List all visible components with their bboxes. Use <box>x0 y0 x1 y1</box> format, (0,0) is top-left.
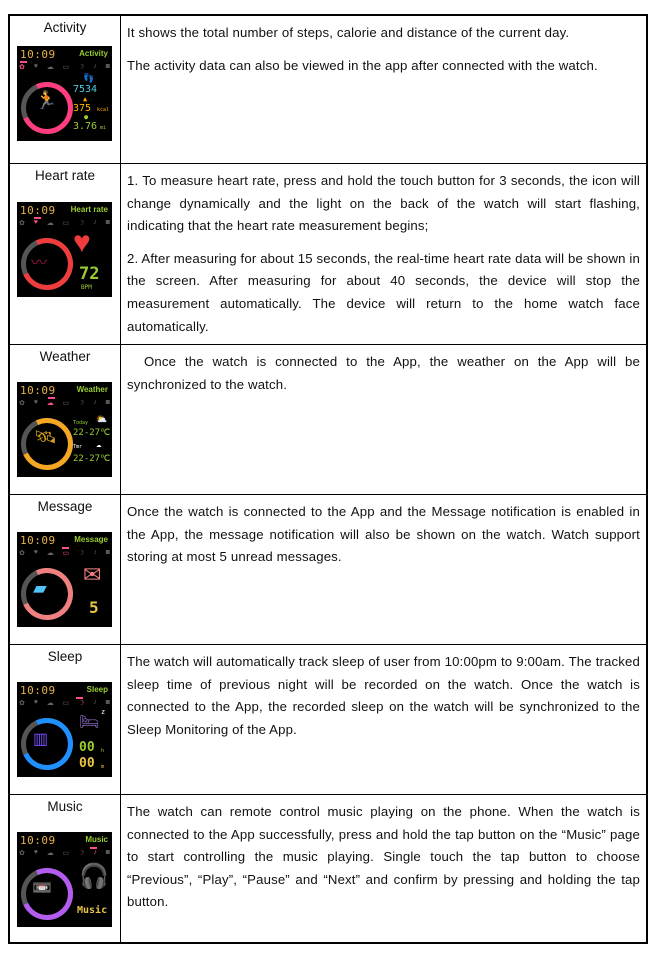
message-icon: ▭ <box>62 64 70 71</box>
feature-label: Activity <box>43 20 87 35</box>
partly-cloudy-icon: ⛅ <box>96 415 108 425</box>
table-row-sleep <box>10 645 646 795</box>
cloud-icon: ☁ <box>46 850 54 857</box>
description-cell <box>121 795 646 924</box>
runner-icon: 🏃 <box>35 90 58 110</box>
watch-tab-bar <box>19 849 110 859</box>
feature-label: Heart rate <box>34 168 96 183</box>
music-caption: Music <box>77 905 108 916</box>
feature-label: Weather <box>39 349 91 364</box>
distance-unit: mi <box>100 125 107 131</box>
feature-cell <box>10 16 121 163</box>
bpm-value: 72 <box>79 264 100 284</box>
sleep-hours: 00 <box>79 740 95 755</box>
watch-time: 10:09 <box>20 48 56 61</box>
gamepad-icon: ◙ <box>105 699 110 706</box>
heart-icon: ♥ <box>33 699 38 706</box>
table-row-activity <box>10 16 646 164</box>
feature-cell <box>10 495 121 644</box>
progress-ring <box>21 568 73 620</box>
description-paragraph: 2. After measuring for about 15 seconds, the real-time heart rate data will be shown in the screen. After measuring for about 40 seconds, the device will stop the measurement automatically. The device will return to the home watch face automatically. <box>127 250 640 334</box>
table-row-heart-rate <box>10 164 646 345</box>
heart-icon: ♥ <box>33 219 38 226</box>
description-paragraph: It shows the total number of steps, calorie and distance of the current day. <box>127 25 570 40</box>
feature-cell <box>10 645 121 794</box>
calories-unit: kcal <box>97 107 110 113</box>
tomorrow-temperature: 22-27℃ <box>73 454 111 464</box>
feature-label: Sleep <box>47 649 83 664</box>
watch-title: Message <box>74 535 108 544</box>
watch-tab-bar <box>19 63 110 73</box>
cassette-icon: 📼 <box>32 880 52 897</box>
heart-icon: ♥ <box>33 63 38 70</box>
today-label: Today <box>73 420 89 426</box>
music-note-icon: ♪ <box>93 399 97 406</box>
gamepad-icon: ◙ <box>105 849 110 856</box>
phone-icon: ▰ <box>33 578 47 598</box>
watch-screen-music <box>17 832 112 927</box>
music-note-icon: ♪ <box>93 699 97 706</box>
feature-cell <box>10 795 121 942</box>
watch-time: 10:09 <box>20 684 56 697</box>
heart-icon: ♥ <box>73 226 91 259</box>
watch-tab-bar <box>19 399 110 409</box>
music-note-icon: ♪ <box>93 219 97 226</box>
watch-tab-bar <box>19 219 110 229</box>
envelope-icon: ✉ <box>83 562 102 587</box>
cloud-icon: ☁ <box>46 64 54 71</box>
headphones-icon: 🎧 <box>79 863 109 890</box>
satellite-icon: 🛰 <box>34 427 57 447</box>
watch-title: Activity <box>79 49 108 58</box>
footsteps-icon: 👣 <box>83 74 95 84</box>
city-night-icon: ▥ <box>33 731 49 748</box>
pulse-wave-icon: 〰 <box>31 255 48 272</box>
watch-title: Music <box>85 835 108 844</box>
moon-icon: ☽ <box>78 220 85 227</box>
rain-cloud-icon: ☁ <box>96 440 102 450</box>
message-icon: ▭ <box>62 220 70 227</box>
paw-icon: ✿ <box>19 850 25 857</box>
bpm-unit: BPM <box>81 284 92 291</box>
message-icon: ▭ <box>62 700 70 707</box>
music-note-icon: ♪ <box>93 63 97 70</box>
watch-title: Sleep <box>86 685 108 694</box>
sleep-hours-unit: h <box>101 748 105 754</box>
sleep-minutes: 00 <box>79 756 95 771</box>
paw-icon: ✿ <box>19 220 25 227</box>
watch-screen-heart-rate <box>17 202 112 297</box>
paw-icon: ✿ <box>19 700 25 707</box>
cloud-icon: ☁ <box>46 700 54 707</box>
description-cell <box>121 495 646 579</box>
watch-screen-activity <box>17 46 112 141</box>
gamepad-icon: ◙ <box>105 549 110 556</box>
paw-icon: ✿ <box>19 550 25 557</box>
music-note-icon: ♪ <box>93 849 97 856</box>
cloud-icon: ☁ <box>46 220 54 227</box>
cloud-icon: ☁ <box>46 400 54 407</box>
watch-time: 10:09 <box>20 204 56 217</box>
description-cell <box>121 645 646 751</box>
moon-icon: ☽ <box>78 400 85 407</box>
cloud-icon: ☁ <box>46 550 54 557</box>
paw-icon: ✿ <box>19 64 25 71</box>
gamepad-icon: ◙ <box>105 219 110 226</box>
location-icon: ● <box>84 113 89 121</box>
feature-table <box>8 14 648 944</box>
table-row-music <box>10 795 646 942</box>
watch-screen-sleep <box>17 682 112 777</box>
heart-icon: ♥ <box>33 549 38 556</box>
watch-time: 10:09 <box>20 534 56 547</box>
feature-label: Music <box>47 799 83 814</box>
watch-screen-message <box>17 532 112 627</box>
description-cell <box>121 164 646 348</box>
zzz-icon: z <box>101 708 106 716</box>
description-paragraph: The activity data can also be viewed in the app after connected with the watch. <box>127 57 598 73</box>
unread-count: 5 <box>89 598 99 617</box>
feature-label: Message <box>37 499 93 514</box>
description-paragraph: 1. To measure heart rate, press and hold the touch button for 3 seconds, the icon will change dynamically and the light on the back of the watch will start flashing, indicating that the heart rate measurement begins; <box>127 173 640 234</box>
heart-icon: ♥ <box>33 399 38 406</box>
watch-time: 10:09 <box>20 834 56 847</box>
moon-icon: ☽ <box>78 850 85 857</box>
watch-time: 10:09 <box>20 384 56 397</box>
steps-value: 7534 <box>73 84 98 95</box>
feature-cell <box>10 345 121 494</box>
description-cell <box>121 16 646 87</box>
heart-icon: ♥ <box>33 849 38 856</box>
watch-tab-bar <box>19 549 110 559</box>
watch-screen-weather <box>17 382 112 477</box>
moon-icon: ☽ <box>78 700 85 707</box>
watch-title: Heart rate <box>70 205 108 214</box>
message-icon: ▭ <box>62 400 70 407</box>
description-cell <box>121 345 646 406</box>
calories-value: 375 <box>73 103 92 114</box>
flame-icon: ▲ <box>83 95 88 103</box>
watch-title: Weather <box>76 385 108 394</box>
moon-icon: ☽ <box>78 550 85 557</box>
gamepad-icon: ◙ <box>105 399 110 406</box>
paw-icon: ✿ <box>19 400 25 407</box>
bed-icon: 🛏 <box>79 714 100 731</box>
description-paragraph: The watch can remote control music playing on the phone. When the watch is connected to the App successfully, press and hold the tap button on the “Music” page to start controlling the music playing. Single touch the tap button to choose “Previous”, “Play”, “Pause” and “Next” and confirm by pressing and holding the tap button. <box>127 804 640 910</box>
gamepad-icon: ◙ <box>105 63 110 70</box>
music-note-icon: ♪ <box>93 549 97 556</box>
description-paragraph: Once the watch is connected to the App and the Message notification is enabled in the App, the message notification will also be shown on the watch. Watch support storing at most 5 unread messages. <box>127 504 640 565</box>
distance-value: 3.76 <box>73 121 98 132</box>
table-row-weather <box>10 345 646 495</box>
message-icon: ▭ <box>62 850 70 857</box>
watch-tab-bar <box>19 699 110 709</box>
description-paragraph: The watch will automatically track sleep of user from 10:00pm to 9:00am. The tracked sleep time of previous night will be recorded on the watch. Once the watch is connected to the App, the recorded sleep on the watch will be synchronized to the Sleep Monitoring of the App. <box>127 654 640 737</box>
message-icon: ▭ <box>62 550 70 557</box>
feature-cell <box>10 164 121 344</box>
sleep-minutes-unit: m <box>101 764 105 770</box>
description-paragraph: Once the watch is connected to the App, the weather on the App will be synchronized to the watch. <box>127 354 640 392</box>
tomorrow-label: Tmr <box>73 444 83 450</box>
moon-icon: ☽ <box>78 64 85 71</box>
table-row-message <box>10 495 646 645</box>
today-temperature: 22-27℃ <box>73 428 111 438</box>
